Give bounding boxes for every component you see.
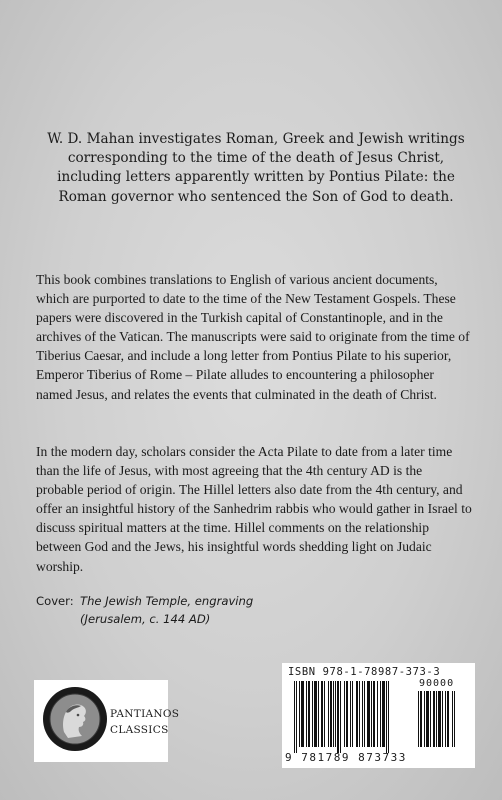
price-addon-bars [418, 691, 468, 753]
ean-digits: 9 781789 873733 [285, 751, 407, 764]
isbn-barcode [282, 663, 475, 768]
description-paragraph-1: This book combines translations to English of various ancient documents, which are purported to date to the time of the New Testament Gospels. These papers were discovered in the Turkish capital of Constantinople, and in the archives of the Vatican. The manuscripts were said to originate from the time of Tiberius Caesar, and include a long letter from Pontius Pilate to his superior, Emperor Tiberius of Rome – Pilate alludes to encountering a philosopher named Jesus, and relates the events that culminated in the death of Christ. [36, 272, 470, 402]
isbn-label: ISBN 978-1-78987-373-3 [288, 666, 441, 678]
ean-barcode-bars [294, 681, 412, 753]
cover-credit-title: The Jewish Temple, engraving [80, 594, 254, 608]
cover-credit [36, 592, 253, 628]
cover-credit-detail: (Jerusalem, c. 144 AD) [80, 612, 211, 626]
publisher-logo [34, 680, 180, 762]
description-paragraph-2: In the modern day, scholars consider the Acta Pilate to date from a later time than the life of Jesus, with most agreeing that the 4th century AD is the probable period of origin. The Hillel letters also date from the 4th century, and offer an insightful history of the Sanhedrim rabbis who would gather in Israel to discuss spiritual matters at the time. Hillel comments on the relationship between God and the Jews, his insightful words shedding light on Judaic worship. [36, 444, 472, 574]
price-addon-digits: 90000 [419, 678, 455, 689]
coin-portrait-icon [42, 686, 108, 752]
publisher-name [110, 706, 180, 738]
cover-credit-label: Cover: [36, 594, 74, 608]
back-cover-blurb: W. D. Mahan investigates Roman, Greek and Jewish writings corresponding to the time of the death of Jesus Christ, including letters apparently written by Pontius Pilate: the Roman governor who sentenced the Son of God to death. [47, 131, 465, 205]
publisher-name-line2: CLASSICS [110, 724, 169, 736]
publisher-name-line1: PANTIANOS [110, 708, 180, 720]
